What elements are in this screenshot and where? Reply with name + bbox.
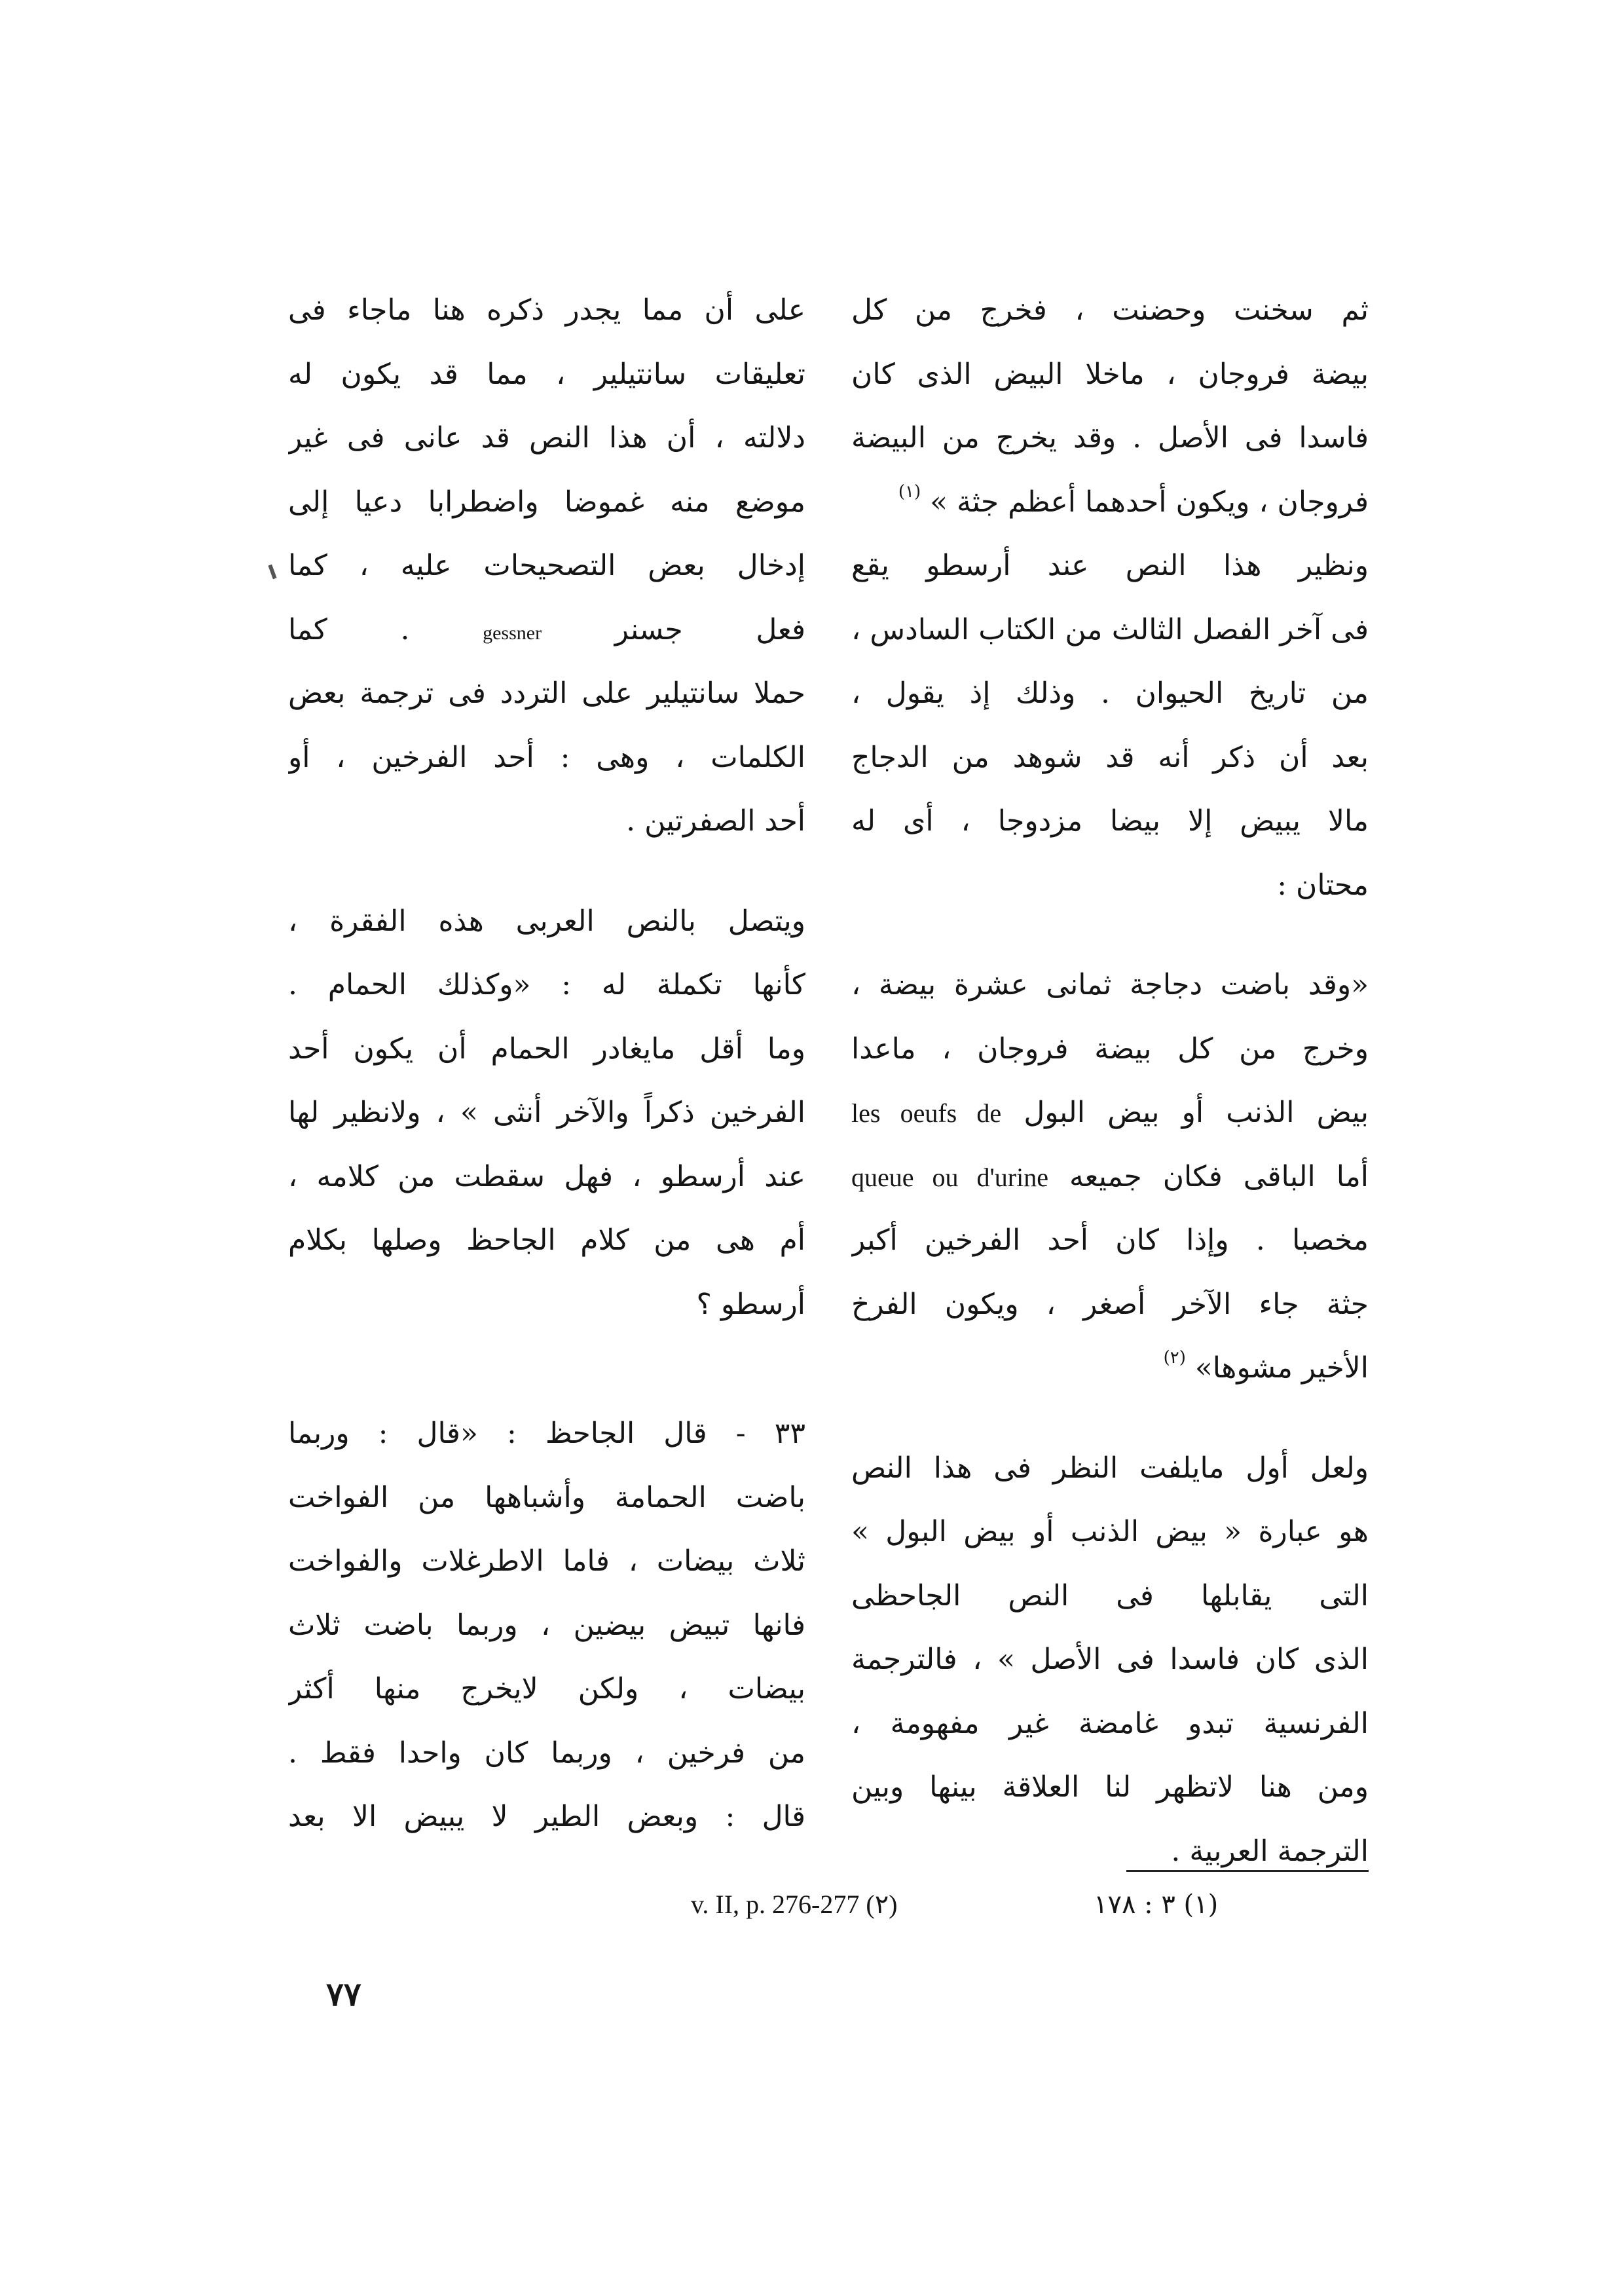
text-line: على أن مما يجدر ذكره هنا ماجاء فى — [288, 293, 805, 327]
text-line: الكلمات ، وهى : أحد الفرخين ، أو — [288, 740, 805, 774]
text-line: وخرج من كل بيضة فروجان ، ماعدا — [851, 1032, 1369, 1066]
text-line: «وقد باضت دجاجة ثمانى عشرة بيضة ، — [851, 968, 1369, 1001]
text-line: أم هى من كلام الجاحظ وصلها بكلام — [288, 1223, 805, 1257]
text-line: ويتصل بالنص العربى هذه الفقرة ، — [288, 904, 805, 938]
text-line: محتان : — [1277, 868, 1369, 902]
footnote-rule — [1126, 1870, 1369, 1872]
text-line: إدخال بعض التصحيحات عليه ، كما — [288, 549, 805, 582]
text-line: هو عبارة « بيض الذنب أو بيض البول » — [851, 1515, 1369, 1548]
text-span: الأخير مشوها» — [1194, 1351, 1369, 1385]
text-line: ثلاث بيضات ، فاما الاطرغلات والفواخت — [288, 1544, 805, 1578]
text-line — [851, 1081, 1369, 1145]
text-line: قال : وبعض الطير لا يبيض الا بعد — [288, 1800, 805, 1833]
paragraph — [851, 278, 1369, 534]
text-line: أرسطو ؟ — [696, 1287, 805, 1321]
paragraph — [851, 534, 1369, 917]
paragraph — [851, 1436, 1369, 1884]
text-line: بيضات ، ولكن لايخرج منها أكثر — [288, 1672, 805, 1706]
footnote-marker: (٢) — [1163, 1348, 1186, 1368]
text-line: ٣٣ - قال الجاحظ : «قال : وربما — [288, 1417, 805, 1450]
page-number: ٧٧ — [326, 1975, 361, 2013]
text-line: حملا سانتيلير على التردد فى ترجمة بعض — [288, 677, 805, 710]
spacer — [288, 1336, 805, 1402]
text-line: الذى كان فاسدا فى الأصل » ، فالترجمة — [851, 1643, 1369, 1676]
text-line: أحد الصفرتين . — [626, 804, 805, 838]
text-span: بيض الذنب أو بيض البول — [1024, 1096, 1369, 1129]
latin-term: queue ou d'urine — [851, 1162, 1048, 1192]
margin-mark — [268, 565, 276, 580]
paragraph — [288, 889, 805, 1337]
text-line — [851, 1336, 1369, 1400]
footnote-2: v. II, p. 276-277 (٢) — [691, 1890, 898, 1919]
text-line: ثم سخنت وحضنت ، فخرج من كل — [851, 293, 1369, 327]
text-line — [851, 470, 1369, 534]
text-span: فروجان ، ويكون أحدهما أعظم جثة » — [930, 485, 1369, 519]
text-line: كأنها تكملة له : «وكذلك الحمام . — [288, 968, 805, 1001]
text-line: الفرخين ذكراً والآخر أنثى » ، ولانظير لها — [288, 1096, 805, 1129]
text-line: ولعل أول مايلفت النظر فى هذا النص — [851, 1451, 1369, 1485]
text-line — [851, 1145, 1369, 1209]
text-line: الفرنسية تبدو غامضة غير مفهومة ، — [851, 1706, 1369, 1740]
text-line: مالا يبيض إلا بيضا مزدوجا ، أى له — [851, 804, 1369, 838]
text-span: فعل جسنر — [614, 612, 805, 646]
text-line: جثة جاء الآخر أصغر ، ويكون الفرخ — [851, 1287, 1369, 1321]
spacer — [851, 1400, 1369, 1436]
text-line: دلالته ، أن هذا النص قد عانى فى غير — [288, 421, 805, 455]
text-line: من فرخين ، وربما كان واحدا فقط . — [288, 1736, 805, 1770]
text-line: وما أقل مايغادر الحمام أن يكون أحد — [288, 1032, 805, 1066]
text-line: ونظير هذا النص عند أرسطو يقع — [851, 549, 1369, 582]
text-line: موضع منه غموضا واضطرابا دعيا إلى — [288, 485, 805, 519]
left-column — [288, 278, 805, 1849]
text-line: بيضة فروجان ، ماخلا البيض الذى كان — [851, 357, 1369, 391]
text-line: من تاريخ الحيوان . وذلك إذ يقول ، — [851, 677, 1369, 710]
text-line: بعد أن ذكر أنه قد شوهد من الدجاج — [851, 740, 1369, 774]
text-line: ومن هنا لاتظهر لنا العلاقة بينها وبين — [851, 1770, 1369, 1804]
paragraph — [288, 278, 805, 853]
text-line: فانها تبيض بيضين ، وربما باضت ثلاث — [288, 1608, 805, 1642]
latin-term: les oeufs de — [851, 1098, 1002, 1128]
text-span: . كما — [288, 612, 410, 646]
text-line: مخصبا . وإذا كان أحد الفرخين أكبر — [851, 1223, 1369, 1257]
text-line: فاسدا فى الأصل . وقد يخرج من البيضة — [851, 421, 1369, 455]
latin-term: gessner — [483, 622, 542, 644]
text-line — [288, 598, 805, 662]
spacer — [851, 917, 1369, 953]
text-line: عند أرسطو ، فهل سقطت من كلامه ، — [288, 1159, 805, 1193]
text-line: تعليقات سانتيلير ، مما قد يكون له — [288, 357, 805, 391]
spacer — [288, 853, 805, 889]
footnote-1: (١) ٣ : ١٧٨ — [1094, 1890, 1219, 1920]
footnote-marker: (١) — [898, 481, 921, 502]
right-column — [851, 278, 1369, 1883]
paragraph — [288, 1402, 805, 1849]
quotation — [851, 953, 1369, 1400]
text-line: التى يقابلها فى النص الجاحظى — [851, 1578, 1369, 1613]
text-line: الترجمة العربية . — [1171, 1834, 1369, 1868]
text-line: باضت الحمامة وأشباهها من الفواخت — [288, 1480, 805, 1514]
text-line: فى آخر الفصل الثالث من الكتاب السادس ، — [851, 612, 1369, 646]
text-span: أما الباقى فكان جميعه — [1069, 1159, 1369, 1193]
